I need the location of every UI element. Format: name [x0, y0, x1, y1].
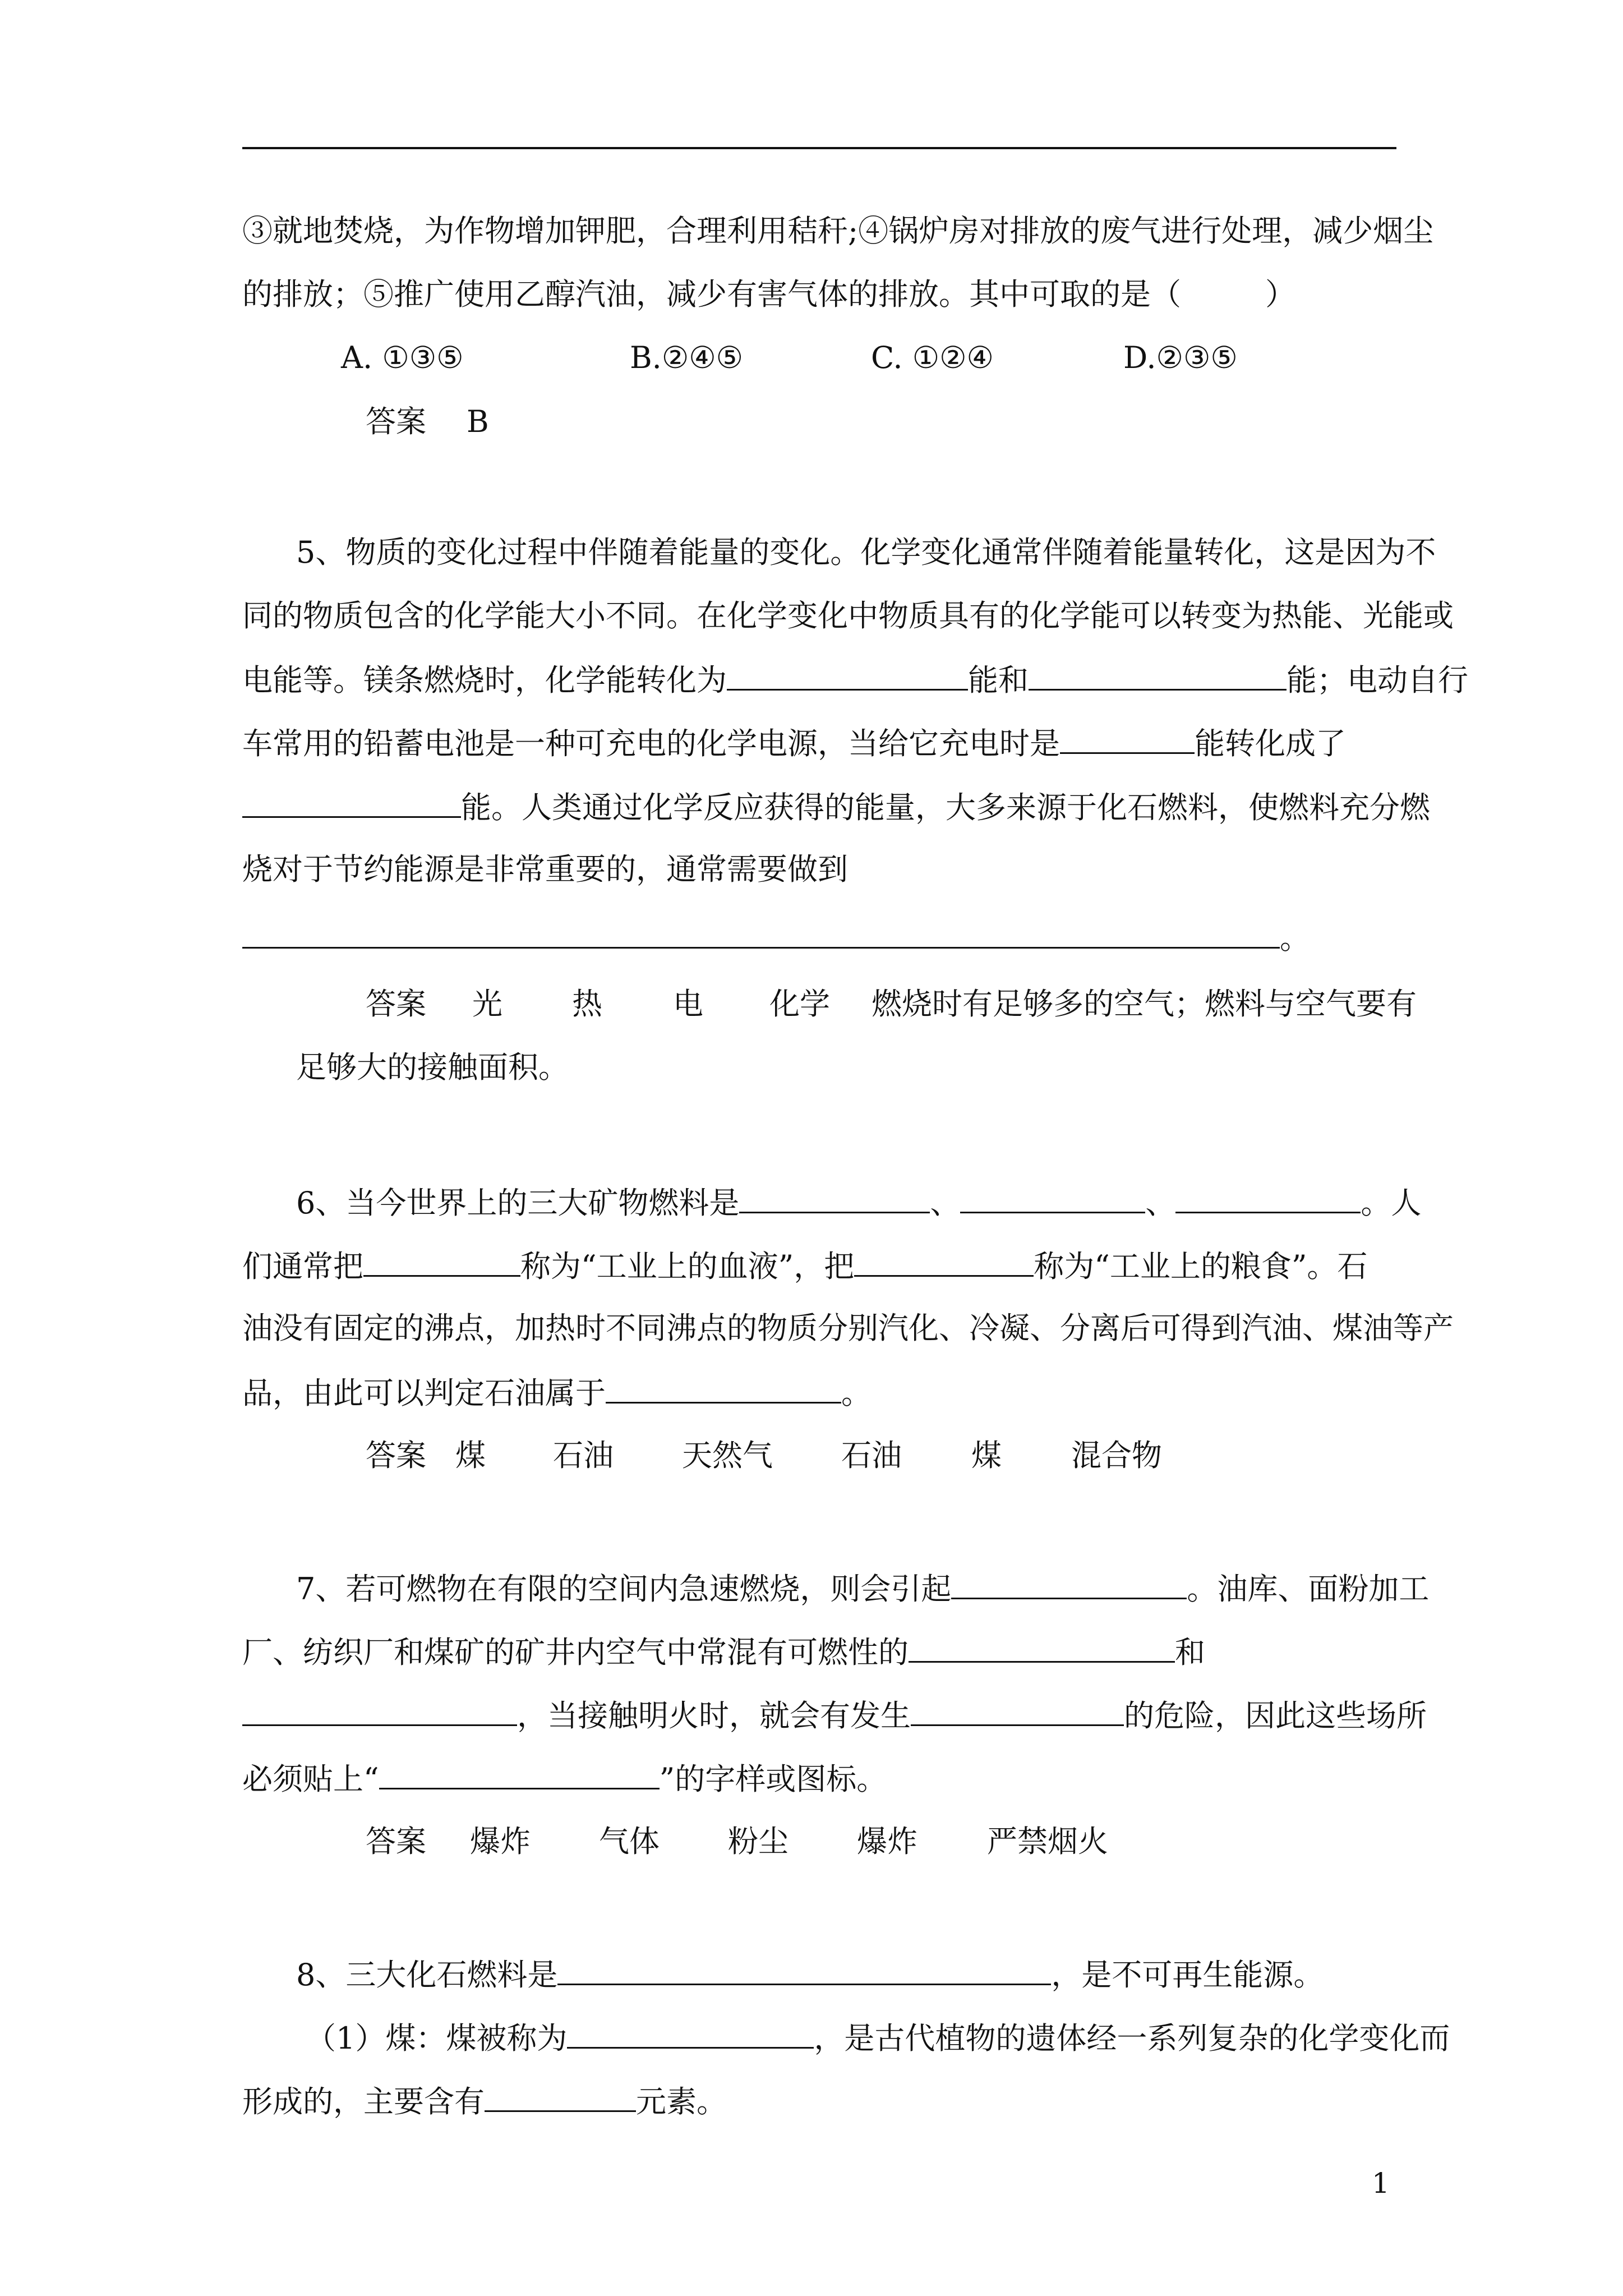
answer-value: 煤	[455, 1438, 486, 1473]
q6-text-1-end: 。人	[1361, 1185, 1422, 1221]
answer-value: 燃烧时有足够多的空气；燃料与空气要有	[872, 986, 1417, 1022]
q8-sub-text-2b: 元素。	[636, 2084, 727, 2119]
q7-text-1a: 7、若可燃物在有限的空间内急速燃烧，则会引起	[296, 1571, 952, 1607]
q6-line-1	[296, 1179, 1450, 1224]
q5-text-3c: 能；电动自行	[1287, 662, 1468, 698]
q7-text-3c: 的危险，因此这些场所	[1124, 1698, 1427, 1733]
q4-option-c: C. ①②④	[871, 340, 994, 375]
q4-answer	[366, 399, 1520, 444]
q8-sub-line-2	[242, 2078, 1396, 2123]
answer-value: 热	[572, 986, 602, 1022]
answer-value: 电	[673, 986, 703, 1022]
answer-blank	[242, 1692, 517, 1726]
q7-line-2	[242, 1628, 1396, 1673]
q6-text-2b: 称为“工业上的血液”，把	[520, 1249, 855, 1284]
answer-blank	[727, 656, 968, 691]
q5-line-7	[242, 914, 1396, 959]
q8-sub-text-2a: 形成的，主要含有	[242, 2084, 485, 2119]
answer-value: 气体	[599, 1824, 660, 1859]
answer-blank	[1060, 720, 1195, 754]
answer-value: 石油	[841, 1438, 902, 1473]
answer-blank	[242, 914, 1280, 949]
q7-text-3b: ，当接触明火时，就会有发生	[517, 1698, 911, 1733]
q5-text-3a: 电能等。镁条燃烧时，化学能转化为	[242, 662, 727, 698]
q6-text-4-end: 。	[841, 1375, 872, 1411]
q5-text-4a: 车常用的铅蓄电池是一种可充电的化学电源，当给它充电时是	[242, 726, 1060, 761]
q6-separator: 、	[1145, 1185, 1176, 1221]
q5-line-5	[242, 784, 1430, 829]
q7-text-2b: 和	[1175, 1635, 1205, 1670]
q8-sub-line-1	[306, 2014, 1460, 2059]
q4-option-b: B.②④⑤	[630, 340, 744, 375]
q6-line-4	[242, 1369, 1396, 1414]
q5-text-7-end: 。	[1280, 921, 1310, 956]
answer-blank	[379, 1755, 660, 1789]
answer-blank	[557, 1951, 1051, 1985]
q4-close-paren: ）	[1265, 277, 1295, 312]
q6-text-2a: 们通常把	[242, 1249, 363, 1284]
answer-blank	[363, 1243, 520, 1277]
q5-answer-cont	[296, 1045, 1450, 1090]
answer-value: 石油	[553, 1438, 614, 1473]
q5-text-5b: 能。人类通过化学反应获得的能量，大多来源于化石燃料，使燃料充分燃	[461, 790, 1430, 825]
answer-blank	[854, 1243, 1034, 1277]
q5-line-2	[242, 593, 1454, 638]
q7-text-1b: 。油库、面粉加工	[1187, 1571, 1430, 1607]
answer-blank	[485, 2078, 636, 2112]
q7-text-4a: 必须贴上“	[242, 1761, 379, 1797]
q6-text-1a: 6、当今世界上的三大矿物燃料是	[296, 1185, 740, 1221]
answer-label: 答案	[366, 1824, 426, 1859]
q8-sub-text-1b: ，是古代植物的遗体经一系列复杂的化学变化而	[814, 2021, 1450, 2056]
q7-line-3	[242, 1692, 1427, 1737]
q8-line-1	[296, 1951, 1450, 1996]
q7-line-1	[296, 1565, 1450, 1610]
q6-line-3	[242, 1306, 1454, 1351]
q7-answer	[366, 1819, 1520, 1864]
header-rule	[242, 147, 1396, 149]
answer-value: 天然气	[682, 1438, 773, 1473]
q4-text-1: ③就地焚烧，为作物增加钾肥，合理利用秸秆;④锅炉房对排放的废气进行处理，减少烟尘	[242, 213, 1434, 249]
q4-options	[341, 335, 1495, 380]
answer-value: 煤	[971, 1438, 1002, 1473]
answer-blank	[567, 2014, 814, 2049]
q7-text-4b: ”的字样或图标。	[659, 1761, 887, 1797]
q6-text-2c: 称为“工业上的粮食”。石	[1034, 1249, 1368, 1284]
answer-blank	[1175, 1179, 1361, 1213]
q8-text-1b: ，是不可再生能源。	[1051, 1957, 1324, 1993]
q5-line-4	[242, 720, 1396, 765]
answer-value: 爆炸	[857, 1824, 917, 1859]
answer-blank	[242, 784, 461, 818]
q5-text-6: 烧对于节约能源是非常重要的，通常需要做到	[242, 852, 848, 887]
answer-value: 足够大的接触面积。	[296, 1050, 569, 1085]
q8-text-1a: 8、三大化石燃料是	[296, 1957, 558, 1993]
q5-text-1: 5、物质的变化过程中伴随着能量的变化。化学变化通常伴随着能量转化，这是因为不	[296, 535, 1436, 570]
q5-line-3	[242, 656, 1468, 701]
q6-text-3: 油没有固定的沸点，加热时不同沸点的物质分别汽化、冷凝、分离后可得到汽油、煤油等产	[242, 1310, 1454, 1346]
q5-line-6	[242, 847, 1396, 892]
answer-value: 混合物	[1071, 1438, 1162, 1473]
q5-text-3b: 能和	[968, 662, 1029, 698]
answer-blank	[960, 1179, 1145, 1213]
answer-value: 严禁烟火	[987, 1824, 1108, 1859]
answer-blank	[1029, 656, 1287, 691]
q7-line-4	[242, 1755, 1396, 1800]
answer-label: 答案	[366, 404, 426, 439]
q4-option-d: D.②③⑤	[1123, 340, 1238, 375]
q4-line-1	[242, 209, 1434, 254]
answer-blank	[739, 1179, 930, 1213]
q6-line-2	[242, 1243, 1396, 1287]
q5-line-1	[296, 530, 1450, 575]
answer-blank	[951, 1565, 1187, 1599]
q5-text-4b: 能转化成了	[1195, 726, 1346, 761]
answer-label: 答案	[366, 986, 426, 1022]
q4-text-2: 的排放；⑤推广使用乙醇汽油，减少有害气体的排放。其中可取的是（	[242, 277, 1181, 312]
q5-text-2: 同的物质包含的化学能大小不同。在化学变化中物质具有的化学能可以转变为热能、光能或	[242, 598, 1454, 633]
answer-value: B	[467, 404, 489, 439]
q5-answer	[366, 982, 1520, 1027]
q8-sub-text-1a: （1）煤：煤被称为	[306, 2021, 568, 2056]
answer-blank	[909, 1628, 1175, 1663]
q6-text-4a: 品，由此可以判定石油属于	[242, 1375, 606, 1411]
q4-option-a: A. ①③⑤	[341, 340, 464, 375]
q6-separator: 、	[930, 1185, 961, 1221]
page-number: 1	[1372, 2167, 1390, 2200]
answer-blank	[911, 1692, 1124, 1726]
answer-value: 爆炸	[470, 1824, 531, 1859]
answer-value: 化学	[769, 986, 830, 1022]
answer-value: 光	[472, 986, 502, 1022]
answer-blank	[606, 1369, 841, 1404]
q7-text-2a: 厂、纺织厂和煤矿的矿井内空气中常混有可燃性的	[242, 1635, 909, 1670]
answer-label: 答案	[366, 1438, 426, 1473]
q6-answer	[366, 1433, 1520, 1478]
answer-value: 粉尘	[728, 1824, 789, 1859]
q4-line-2	[242, 272, 1396, 317]
